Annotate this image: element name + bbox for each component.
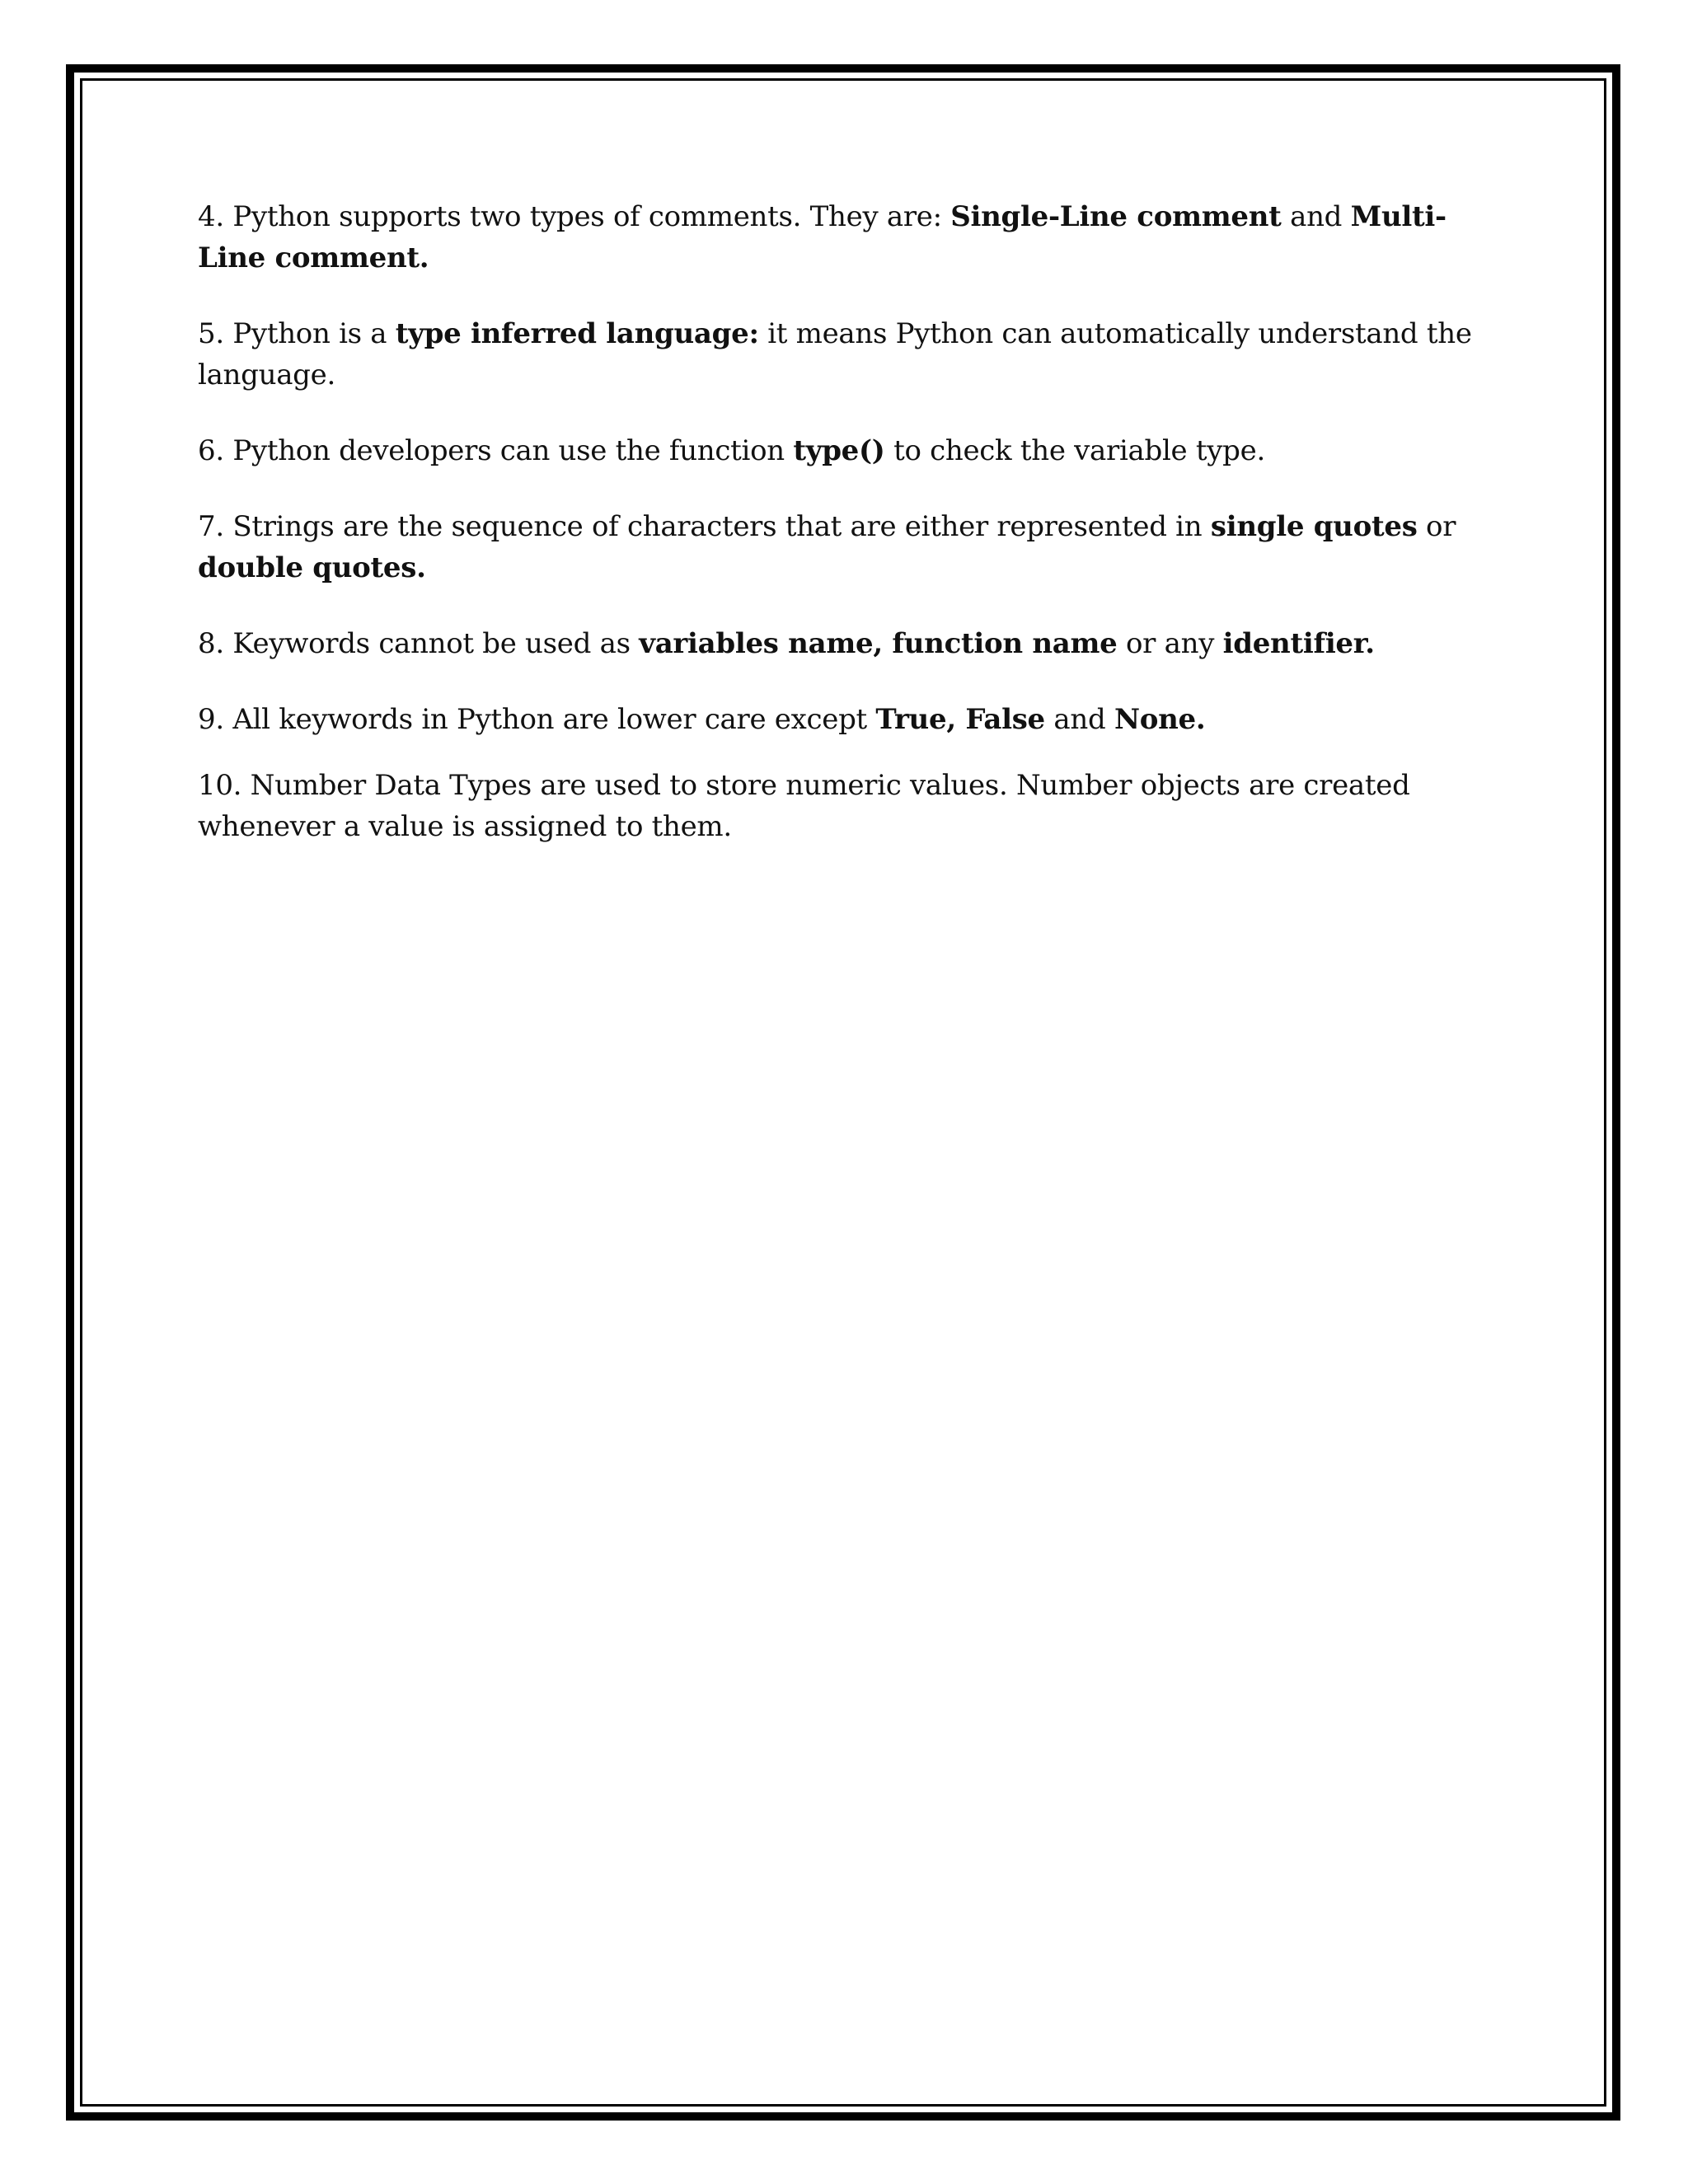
list-item-10: 10. Number Data Types are used to store numeric values. Number objects are created whenever a value is assigned to them.: [198, 769, 1410, 843]
document-content: [198, 196, 1484, 847]
item-number: 8.: [198, 627, 224, 660]
list-item-4: 4. Python supports two types of comments. They are: Single-Line comment and Multi-Line comment.: [198, 200, 1447, 274]
item-number: 4.: [198, 200, 224, 233]
item-number: 6.: [198, 434, 224, 467]
list-item-8: 8. Keywords cannot be used as variables name, function name or any identifier.: [198, 627, 1375, 660]
list-item-9: 9. All keywords in Python are lower care except True, False and None.: [198, 703, 1206, 736]
list-item-7: 7. Strings are the sequence of characters that are either represented in single quotes or double quotes.: [198, 510, 1456, 584]
item-number: 9.: [198, 703, 224, 736]
list-item-5: 5. Python is a type inferred language: it means Python can automatically understand the language.: [198, 317, 1472, 391]
item-number: 10.: [198, 769, 242, 802]
list-item-6: 6. Python developers can use the function type() to check the variable type.: [198, 434, 1265, 467]
item-number: 5.: [198, 317, 224, 350]
item-number: 7.: [198, 510, 224, 543]
